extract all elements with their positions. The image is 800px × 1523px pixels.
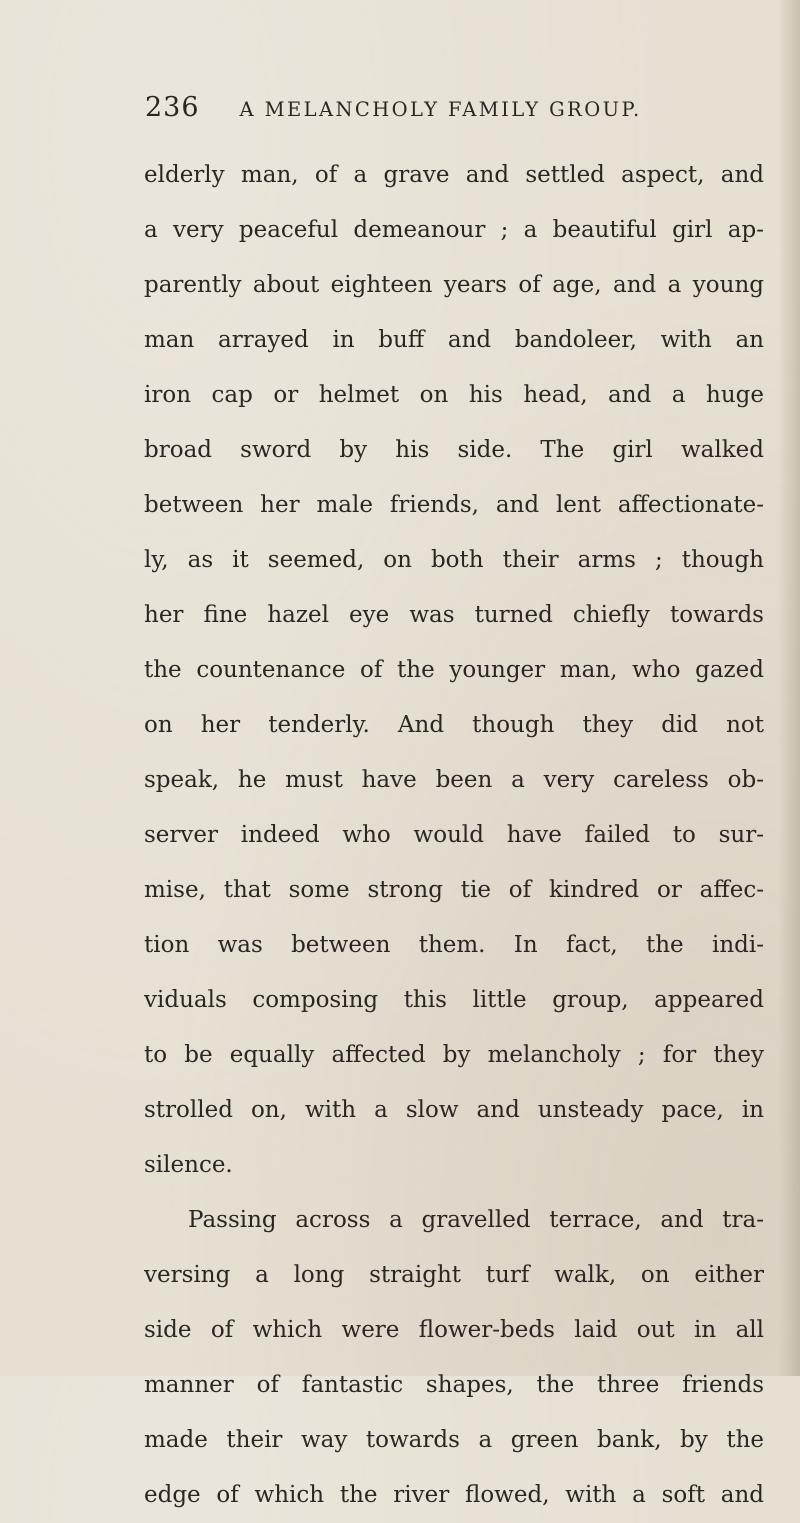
page-edge-shadow <box>778 0 800 1376</box>
text-line: parently about eighteen years of age, and a young <box>144 272 764 298</box>
text-line: mise, that some strong tie of kindred or affec- <box>144 877 764 903</box>
text-line: server indeed who would have failed to sur- <box>144 822 764 848</box>
text-line: on her tenderly. And though they did not <box>144 712 764 738</box>
page-number: 236 <box>145 92 200 123</box>
paragraph-end-line: silence. <box>144 1152 233 1178</box>
text-line: broad sword by his side. The girl walked <box>144 437 764 463</box>
text-line: ly, as it seemed, on both their arms ; though <box>144 547 764 573</box>
page-header <box>145 92 705 136</box>
body-text <box>144 148 764 1523</box>
text-line: versing a long straight turf walk, on either <box>144 1262 764 1288</box>
text-line: to be equally affected by melancholy ; for they <box>144 1042 764 1068</box>
text-line: speak, he must have been a very careless ob- <box>144 767 764 793</box>
text-line: man arrayed in buff and bandoleer, with an <box>144 327 764 353</box>
text-line: made their way towards a green bank, by the <box>144 1427 764 1453</box>
running-head: A MELANCHOLY FAMILY GROUP. <box>239 98 642 121</box>
text-line: the countenance of the younger man, who gazed <box>144 657 764 683</box>
text-line: tion was between them. In fact, the indi- <box>144 932 764 958</box>
text-line: side of which were flower-beds laid out in all <box>144 1317 764 1343</box>
text-line: edge of which the river flowed, with a soft and <box>144 1482 764 1508</box>
text-line: her fine hazel eye was turned chiefly towards <box>144 602 764 628</box>
text-line: between her male friends, and lent affectionate- <box>144 492 764 518</box>
text-line: manner of fantastic shapes, the three friends <box>144 1372 764 1398</box>
text-line: a very peaceful demeanour ; a beautiful girl ap- <box>144 217 764 243</box>
paragraph-start-line: Passing across a gravelled terrace, and tra- <box>188 1207 764 1233</box>
text-line: viduals composing this little group, appeared <box>144 987 764 1013</box>
text-line: strolled on, with a slow and unsteady pace, in <box>144 1097 764 1123</box>
text-line: iron cap or helmet on his head, and a huge <box>144 382 764 408</box>
text-line: elderly man, of a grave and settled aspect, and <box>144 162 764 188</box>
